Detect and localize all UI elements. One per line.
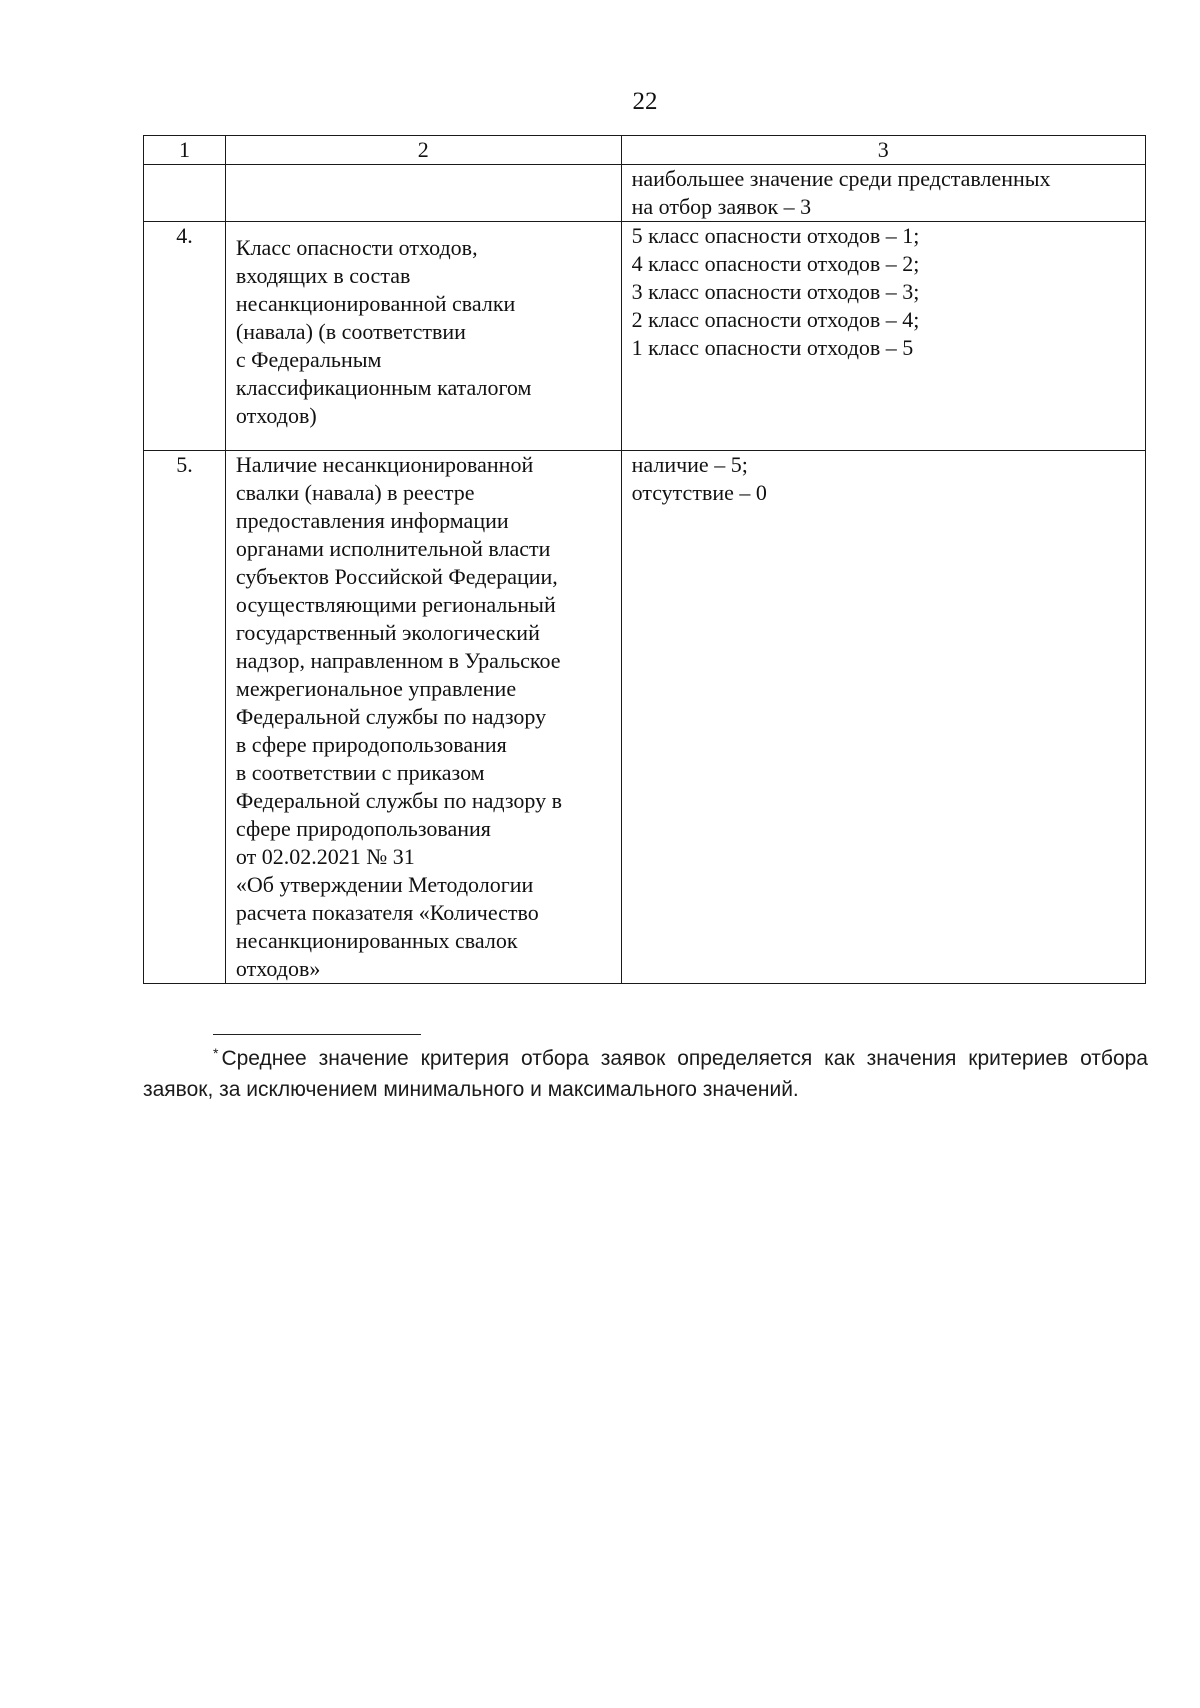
page-number: 22 (632, 88, 658, 115)
table-header (144, 136, 1146, 165)
criterion-cell: Наличие несанкционированной свалки (навала) в реестре предоставления информации органами исполнительной власти субъектов Российской Федерации, осуществляющими региональный государственный экологический надзор, направленном в Уральское межрегиональное управление Федеральной службы по надзору в сфере природопользования в соответствии с приказом Федеральной службы по надзору в сфере природопользования от 02.02.2021 № 31 «Об утверждении Методологии расчета показателя «Количество несанкционированных свалок отходов» (225, 451, 621, 984)
table-row (144, 222, 1146, 451)
column-header-3: 3 (621, 136, 1145, 165)
criterion-cell (225, 165, 621, 222)
row-number-cell: 5. (144, 451, 226, 984)
scores-cell: наличие – 5; отсутствие – 0 (621, 451, 1145, 984)
row-number-cell (144, 165, 226, 222)
scores-cell: наибольшее значение среди представленных на отбор заявок – 3 (621, 165, 1145, 222)
footnote-marker: * (213, 1045, 219, 1061)
footnote-text: Среднее значение критерия отбора заявок определяется как значения критериев отбора заявок, за исключением минимального и максимального значений. (143, 1047, 1148, 1101)
criteria-table (143, 135, 1146, 984)
column-header-2: 2 (225, 136, 621, 165)
footnote-divider (213, 1034, 421, 1035)
column-header-1: 1 (144, 136, 226, 165)
table-row (144, 451, 1146, 984)
footnote (143, 1038, 1148, 1105)
scores-cell: 5 класс опасности отходов – 1; 4 класс опасности отходов – 2; 3 класс опасности отходов – 3; 2 класс опасности отходов – 4; 1 класс опасности отходов – 5 (621, 222, 1145, 451)
table-row (144, 165, 1146, 222)
criterion-cell: Класс опасности отходов, входящих в состав несанкционированной свалки (навала) (в соответствии с Федеральным классификационным каталогом отходов) (225, 222, 621, 451)
row-number-cell: 4. (144, 222, 226, 451)
table-body (144, 165, 1146, 984)
header-row (144, 136, 1146, 165)
